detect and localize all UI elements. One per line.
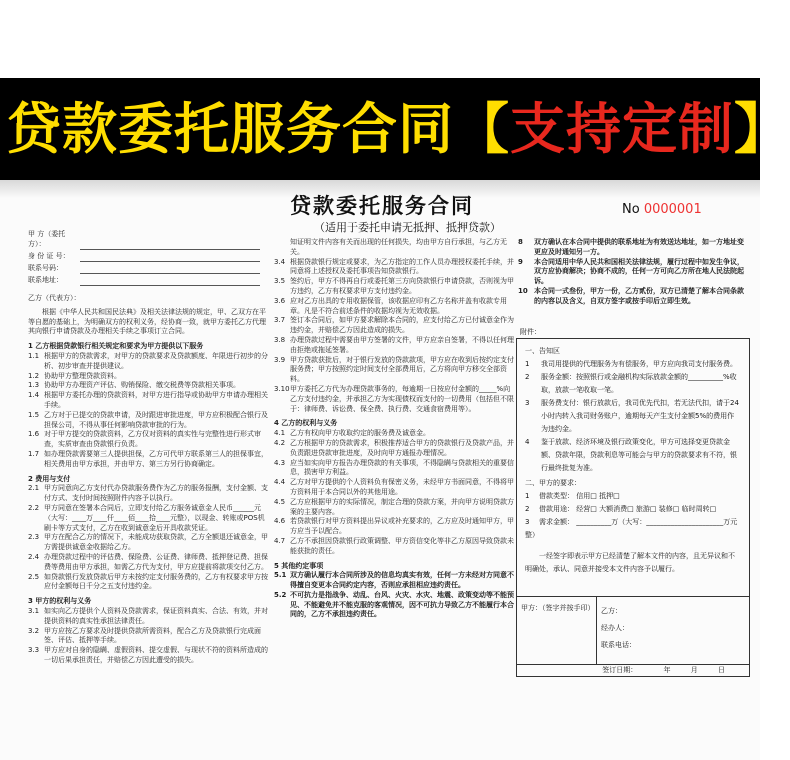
signature-area (516, 597, 750, 665)
clause-number: 4 (525, 438, 530, 446)
clause-text: 乙方对于已提交的贷款申请，及时跟进审批进度，甲方应积极配合银行及担保公司，不得从事任何影响贷款审批的行为。 (44, 410, 268, 429)
column-3-clause (518, 238, 750, 258)
section-1-list (28, 352, 268, 470)
clause-number: 3.7 (274, 316, 286, 325)
clause-number: 9 (518, 257, 523, 266)
clause-text: 双方确认在本合同中提供的联系地址为有效送达地址，如一方地址变更应及时通知另一方。 (534, 238, 744, 256)
number-value: 0000001 (643, 202, 702, 217)
field-phone: 联系号码： (28, 262, 268, 274)
req-loan-type: 1 借款类型： 信用□ 抵押□ (525, 492, 620, 500)
section-2-clause (28, 533, 268, 553)
notice-heading: 一、告知区 (525, 347, 560, 355)
section-1-clause (28, 381, 268, 391)
promo-banner (0, 78, 790, 180)
contract-column-3 (518, 238, 750, 338)
clause-number: 3.10 (274, 384, 290, 393)
clause-number: 3.2 (28, 626, 40, 635)
section-4-clause (274, 498, 514, 518)
notice-clause (525, 358, 741, 371)
clause-text: 根据甲方的贷款需求，对甲方的贷款要求及贷款额度、年限进行初步的分析、初步审查并提供建议。 (44, 351, 268, 370)
section-1-clause (28, 352, 268, 372)
clause-number: 1.3 (28, 381, 40, 390)
section-2-list (28, 484, 268, 592)
section-1-clause (28, 450, 268, 470)
section-3-clause (28, 607, 268, 627)
column-3-clauses (518, 238, 750, 307)
clause-number: 2.5 (28, 572, 40, 581)
req-amount: 3 需求金额： __________万（大写：______________________万元整） (525, 518, 738, 539)
contract-column-1 (28, 230, 268, 693)
clause-text: 本合同一式叁份，甲方一份，乙方贰份，双方已清楚了解本合同条款的内容以及含义，自双方签字或按手印后立即生效。 (534, 286, 744, 305)
document-title: 贷款委托服务合同 (290, 194, 474, 218)
clause-number: 4.7 (274, 536, 286, 545)
clause-number: 4.5 (274, 497, 286, 506)
clause-number: 3.3 (28, 646, 40, 655)
clause-number: 3.9 (274, 355, 286, 364)
clause-number: 3.8 (274, 335, 286, 344)
clause-number: 2.4 (28, 552, 40, 561)
clause-text: 甲方应按乙方要求及时提供贷款所需资料，配合乙方及贷款银行完成面签、评估、抵押等手续。 (44, 626, 261, 645)
clause-number: 1.7 (28, 449, 40, 458)
column-2a-clause (274, 316, 514, 336)
banner-bracket-close: 】 (734, 97, 790, 161)
section-2-clause (28, 553, 268, 573)
field-address: 联系地址： (28, 274, 268, 286)
clause-text: 甲方贷款获批后，对于银行发放的贷款款项，甲方应在收到后按约定支付服务费；甲方按照约定时间支付全部费用后，乙方将向甲方移交全部资料。 (290, 355, 514, 384)
column-2-clauses-b (274, 429, 514, 556)
number-label: No (622, 202, 640, 217)
clause-text: 协助甲方办理资产评估、购销保险、缴交税费等贷款相关事项。 (44, 381, 240, 390)
section-1-clause (28, 411, 268, 431)
clause-text: 办理贷款过程中的评估费、保险费、公证费、律师费、抵押登记费、担保费等费用由甲方承担，如需乙方代为支付，甲方应提前将款项交付乙方。 (44, 552, 268, 571)
signature-agent: 经办人： (601, 624, 629, 632)
notice-clause (525, 397, 741, 436)
intro-paragraph: 根据《中华人民共和国民法典》及相关法律法规的规定，甲、乙双方在平等自愿的基础上，为明确双方的权利义务，经协商一致，就甲方委托乙方代理其向银行申请贷款及办理相关手续之事项订立合同。 (28, 307, 266, 336)
column-2a-clause (274, 277, 514, 297)
clause-number: 5.2 (274, 590, 287, 599)
section-2-heading: 2 费用与支付 (28, 474, 71, 483)
clause-text: 甲方应对自身的隐瞒、虚假资料、提交虚假、与现状不符的资料所造成的一切后果承担责任，并赔偿乙方因此遭受的损失。 (44, 646, 268, 664)
section-3-clause (28, 646, 268, 666)
clause-number: 8 (518, 238, 523, 246)
section-1-clause (28, 391, 268, 411)
attachment-label: 附件： (520, 328, 541, 336)
clause-number: 3.6 (274, 296, 286, 305)
clause-number: 1 (525, 360, 530, 368)
signature-party-a: 甲方：（签字并按手印） (517, 597, 597, 665)
clause-text: 甲方同意在签署本合同后，立即支付给乙方服务诚意金人民币______元（大写：____万____仟____佰____拾____元整），以现金、转账或POS机刷卡等方式支付，乙方在收到诚意金后开具收款凭证。 (44, 503, 265, 532)
column-2-clauses-a (274, 238, 514, 414)
clause-number: 3.1 (28, 606, 40, 615)
signature-party-b: 乙方： (601, 607, 622, 615)
column-2a-clause (274, 238, 514, 258)
notice-clause (525, 371, 741, 397)
banner-bracket-open: 【 (454, 97, 511, 161)
clause-text: 我司用提供的代理服务为有偿服务，甲方应向我司支付服务费。 (541, 360, 737, 368)
clause-text: 乙方不承担因贷款银行政策调整、甲方资信变化等非乙方原因导致贷款未能获批的责任。 (290, 536, 514, 555)
section-4-clause (274, 478, 514, 498)
clause-text: 甲方在配合乙方的情况下，未能成功获取贷款，乙方全额退还诚意金，甲方需提供诚意金收据给乙方。 (44, 533, 268, 552)
clause-number: 1.1 (28, 351, 40, 360)
column-2a-clause (274, 385, 514, 414)
signature-phone: 联系电话： (601, 641, 636, 649)
section-1-clause (28, 372, 268, 382)
clause-number: 2.2 (28, 503, 40, 512)
clause-number: 4.3 (274, 458, 286, 467)
clause-number: 5.1 (274, 571, 287, 580)
clause-number: 1.4 (28, 391, 40, 400)
clause-number: 2.3 (28, 533, 40, 542)
clause-text: 甲方委托乙方代为办理贷款事务的，每逾期一日按应付金额的_____%向乙方支付违约金，并承担乙方为实现债权而支付的一切费用（包括但不限于：律师费、诉讼费、保全费、执行费、交通食宿费用等）。 (290, 384, 514, 413)
notice-clause (525, 436, 741, 475)
section-3-clause (28, 627, 268, 647)
banner-main-title: 贷款委托服务合同 (6, 97, 455, 161)
clause-text: 不可抗力是指战争、动乱、台风、火灾、水灾、地震、政策变动等不能预见、不能避免并不能克服的客观情况，因不可抗力导致乙方不能履行本合同的，乙方不承担违约责任。 (290, 590, 514, 619)
clause-number: 2.1 (28, 484, 40, 493)
clause-number: 1.5 (28, 410, 40, 419)
clause-text: 若贷款银行对甲方资料提出异议或补充要求的，乙方应及时通知甲方，甲方应当予以配合。 (290, 517, 514, 536)
attachment-box (516, 338, 750, 597)
signature-party-b-block (601, 603, 636, 654)
clause-text: 如贷款银行发放贷款后甲方未按约定支付服务费的，乙方有权要求甲方按应付金额每日千分之五支付违约金。 (44, 572, 268, 591)
section-4-clause (274, 517, 514, 537)
closing-statement: 一经签字即表示甲方已经清楚了解本文件的内容，且无异议和不明确处，承认、同意并接受本文件内容予以履行。 (525, 552, 735, 573)
section-2-clause (28, 573, 268, 593)
req-loan-purpose: 2 借款用途： 经营□ 大额消费□ 旅游□ 装修□ 临时周转□ (525, 505, 717, 513)
contract-column-2 (274, 238, 514, 678)
clause-text: 乙方根据甲方的贷款需求，积极推荐适合甲方的贷款银行及贷款产品，并负责跟进贷款审批进度，及时向甲方通报办理情况。 (290, 438, 514, 457)
column-3-clause (518, 287, 750, 307)
clause-text: 根据贷款银行规定或要求，为乙方指定的工作人员办理授权委托手续，并同意将上述授权及委托事项告知贷款银行。 (290, 257, 514, 276)
clause-text: 甲方同意向乙方支付代办贷款服务费作为乙方的服务报酬，支付金额、支付方式、支付时间按照附件内容予以执行。 (44, 484, 268, 503)
signing-date: 签订日期： 年 月 日 (516, 665, 750, 677)
clause-number: 3.5 (274, 277, 286, 286)
clause-number (274, 238, 290, 258)
section-4-clause (274, 537, 514, 557)
clause-text: 双方确认履行本合同所涉及的信息均真实有效，任何一方未经对方同意不得擅自变更本合同约定内容，否则应承担相应违约责任。 (290, 571, 514, 590)
field-party-a: 甲 方（委托方）： (28, 238, 268, 250)
section-1-clause (28, 430, 268, 450)
clause-text: 乙方应根据甲方的实际情况，制定合理的贷款方案，并向甲方说明贷款方案的主要内容。 (290, 497, 514, 516)
clause-number: 3.4 (274, 257, 286, 266)
section-5-clause (274, 591, 514, 620)
clause-text: 乙方有权向甲方收取约定的服务费及诚意金。 (290, 429, 430, 438)
clause-text: 如实向乙方提供个人资料及贷款需求，保证资料真实、合法、有效，并对提供资料的真实性承担法律责任。 (44, 606, 268, 625)
clause-number: 4.2 (274, 438, 286, 447)
clause-text: 如办理贷款需要第三人提供担保，乙方可代甲方联系第三人的担保事宜，相关费用由甲方承担，并由甲方、第三方另行协商确定。 (44, 449, 268, 468)
section-5-clause (274, 571, 514, 591)
section-2-clause (28, 504, 268, 533)
banner-highlight: 支持定制 (510, 97, 735, 161)
section-1-heading: 1 乙方根据贷款银行相关规定和要求为甲方提供以下服务 (28, 342, 204, 351)
notice-list (525, 358, 741, 475)
clause-text: 协助甲方整理贷款资料。 (44, 371, 121, 380)
column-3-clause (518, 258, 750, 287)
document-subtitle: （适用于委托申请无抵押、抵押贷款） (314, 221, 501, 234)
banner-text (6, 84, 790, 174)
requirement-heading: 二、甲方的要求： (525, 479, 581, 487)
column-2-clauses-c (274, 571, 514, 620)
section-4-clause (274, 459, 514, 479)
clause-text: 乙方对甲方提供的个人资料负有保密义务，未经甲方书面同意，不得将甲方资料用于本合同以外的其他用途。 (290, 478, 514, 496)
section-5-heading: 5 其他约定事项 (274, 561, 324, 570)
clause-number: 1.2 (28, 371, 40, 380)
clause-number: 4.6 (274, 517, 286, 526)
clause-number: 1.6 (28, 430, 40, 439)
clause-text: 鉴于放款、经济环境及银行政策变化，甲方可选择变更贷款金额、贷款年限，贷款利息等可能会与甲方的贷款要求有不符，银行最终批复为准。 (541, 438, 737, 472)
column-2a-clause (274, 258, 514, 278)
party-b-label: 乙方（代表方）： (28, 294, 81, 302)
clause-number: 3 (525, 399, 530, 407)
section-4-clause (274, 429, 514, 439)
clause-text: 应当如实向甲方报告办理贷款的有关事项，不得隐瞒与贷款相关的重要信息，损害甲方利益。 (290, 458, 514, 477)
field-id-number: 身 份 证 号： (28, 250, 268, 262)
clause-number: 4.4 (274, 478, 286, 487)
section-2-clause (28, 484, 268, 504)
column-2a-clause (274, 356, 514, 385)
clause-number: 2 (525, 373, 530, 381)
clause-text: 应对乙方出具的专用收据保管，该收据应印有乙方名称并盖有收款专用章。凡是不符合前述条件的收据均视为无效收据。 (290, 296, 507, 315)
clause-text: 对于甲方提交的贷款资料，乙方仅对资料的真实性与完整性进行形式审查，实质审查由贷款银行负责。 (44, 430, 261, 449)
clause-number: 10 (518, 286, 528, 295)
clause-text: 服务金额：按照银行或金融机构实际放款金额的__________%收取，放款一笔收取一笔。 (541, 373, 737, 394)
column-2a-clause (274, 297, 514, 317)
section-4-heading: 4 乙方的权利与义务 (274, 419, 338, 428)
document-number (622, 202, 702, 217)
clause-number: 4.1 (274, 429, 286, 438)
column-2a-clause (274, 336, 514, 356)
clause-text: 服务费支付：银行放款后，我司优先代扣，若无法代扣，请于24小时内转入我司财务账户，逾期每天产生支付金额5%的费用作为违约金。 (541, 399, 739, 433)
clause-text: 办理贷款过程中需要由甲方签署的文件，甲方应亲自签署，不得以任何理由拒绝或拖延签署。 (290, 335, 514, 354)
clause-text: 本合同适用中华人民共和国相关法律法规，履行过程中如发生争议，双方应协商解决；协商不成的，任何一方可向乙方所在地人民法院起诉。 (534, 257, 744, 286)
clause-text: 根据甲方委托办理的贷款资料，对甲方进行指导或协助甲方申请办理相关手续。 (44, 391, 268, 409)
section-3-list (28, 607, 268, 666)
section-4-clause (274, 439, 514, 459)
clause-text: 知证明文件内容有关而出现的任何损失，均由甲方自行承担，与乙方无关。 (290, 238, 507, 256)
clause-text: 签约后，甲方不得再自行或委托第三方向贷款银行申请贷款，否则视为甲方违约，乙方有权要求甲方支付违约金。 (290, 277, 514, 295)
section-3-heading: 3 甲方的权利与义务 (28, 597, 92, 606)
clause-text: 签订本合同后，如甲方要求解除本合同的，应支付给乙方已付诚意金作为违约金，并赔偿乙方因此造成的损失。 (290, 316, 514, 335)
